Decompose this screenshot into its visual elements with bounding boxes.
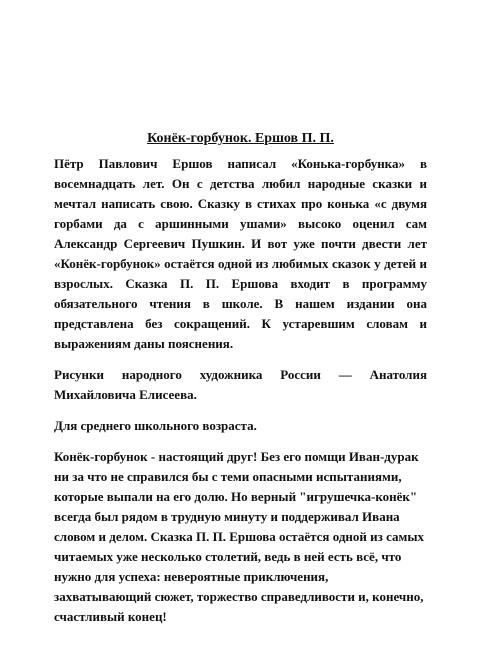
document-page — [54, 129, 427, 638]
paragraph-illustrations: Рисунки народного художника России — Анатолия Михайловича Елисеева. — [54, 367, 427, 402]
paragraph-description: Конёк-горбунок - настоящий друг! Без его помщи Иван-дурак ни за что не справился бы с теми опасными испытаниями, которые выпали на его долю. Но верный "игрушечка-конёк" всегда был рядом в трудную минуту и поддерживал Ивана словом и делом. Сказка П. П. Ершова остаётся одной из самых читаемых уже несколько столетий, ведь в ней есть всё, что нужно для успеха: невероятные приключения, захватывающий сюжет, торжество справедливости и, конечно, счастливый конец! — [54, 449, 425, 624]
paragraph-about-author: Пётр Павлович Ершов написал «Конька-горбунка» в восемнадцать лет. Он с детства любил народные сказки и мечтал написать свою. Сказку в стихах про конька «с двумя горбами да с аршинными ушами» высоко оценил сам Александр Сергеевич Пушкин. И вот уже почти двести лет «Конёк-горбунок» остаётся одной из любимых сказок у детей и взрослых. Сказка П. П. Ершова входит в программу обязательного чтения в школе. В нашем издании она представлена без сокращений. К устаревшим словам и выражениям даны пояснения. — [54, 156, 427, 351]
paragraph-age-group: Для среднего школьного возраста. — [54, 418, 257, 433]
document-title: Конёк-горбунок. Ершов П. П. — [147, 131, 334, 146]
